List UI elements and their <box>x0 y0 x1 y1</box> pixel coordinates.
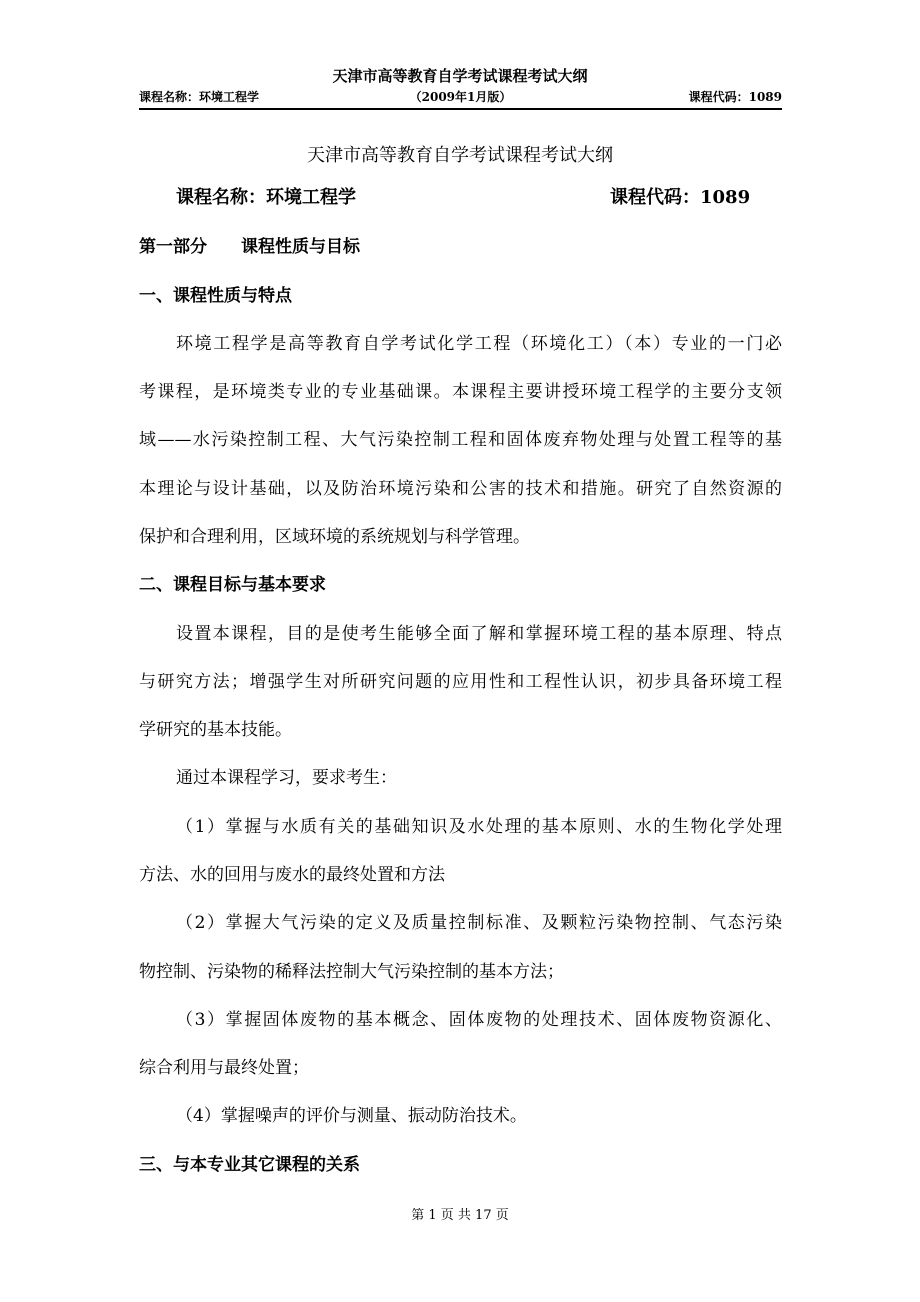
part-heading: 第一部分 课程性质与目标 <box>139 237 360 257</box>
requirement-item-3: （3）掌握固体废物的基本概念、固体废物的处理技术、固体废物资源化、 <box>176 1010 782 1030</box>
section2-paragraph-line: 学研究的基本技能。 <box>139 720 292 740</box>
section1-paragraph-line: 保护和合理利用，区域环境的系统规划与科学管理。 <box>139 527 530 547</box>
page-number: 第 1 页 共 17 页 <box>411 1208 509 1223</box>
requirement-item-2: （2）掌握大气污染的定义及质量控制标准、及颗粒污染物控制、气态污染 <box>176 913 782 933</box>
course-code: 课程代码：1089 <box>610 187 751 208</box>
requirements-intro: 通过本课程学习，要求考生： <box>176 768 397 788</box>
running-header-course-code: 课程代码：1089 <box>688 90 782 104</box>
document-title: 天津市高等教育自学考试课程考试大纲 <box>307 145 613 166</box>
section1-paragraph-line: 考课程，是环境类专业的专业基础课。本课程主要讲授环境工程学的主要分支领 <box>139 382 782 402</box>
requirement-item-4: （4）掌握噪声的评价与测量、振动防治技术。 <box>176 1106 527 1126</box>
section1-paragraph-line: 本理论与设计基础，以及防治环境污染和公害的技术和措施。研究了自然资源的 <box>139 479 782 499</box>
section2-paragraph-line: 设置本课程，目的是使考生能够全面了解和掌握环境工程的基本原理、特点 <box>176 624 782 644</box>
running-header-edition: （2009年1月版） <box>409 90 512 104</box>
section-heading-1: 一、课程性质与特点 <box>139 286 292 306</box>
requirement-item-3-continued: 综合利用与最终处置； <box>139 1058 309 1078</box>
section2-paragraph-line: 与研究方法；增强学生对所研究问题的应用性和工程性认识，初步具备环境工程 <box>139 672 782 692</box>
course-name: 课程名称：环境工程学 <box>176 187 356 208</box>
section1-paragraph-line: 域——水污染控制工程、大气污染控制工程和固体废弃物处理与处置工程等的基 <box>139 430 782 450</box>
header-divider <box>139 108 782 110</box>
requirement-item-1: （1）掌握与水质有关的基础知识及水处理的基本原则、水的生物化学处理 <box>176 817 782 837</box>
section-heading-2: 二、课程目标与基本要求 <box>139 575 326 595</box>
requirement-item-1-continued: 方法、水的回用与废水的最终处置和方法 <box>139 865 445 885</box>
section1-paragraph-line: 环境工程学是高等教育自学考试化学工程（环境化工）（本）专业的一门必 <box>176 334 782 354</box>
section-heading-3: 三、与本专业其它课程的关系 <box>139 1155 360 1175</box>
requirement-item-2-continued: 物控制、污染物的稀释法控制大气污染控制的基本方法； <box>139 962 564 982</box>
running-header-title: 天津市高等教育自学考试课程考试大纲 <box>332 67 588 85</box>
running-header-course-name: 课程名称：环境工程学 <box>139 90 260 104</box>
running-header-row <box>139 88 782 106</box>
